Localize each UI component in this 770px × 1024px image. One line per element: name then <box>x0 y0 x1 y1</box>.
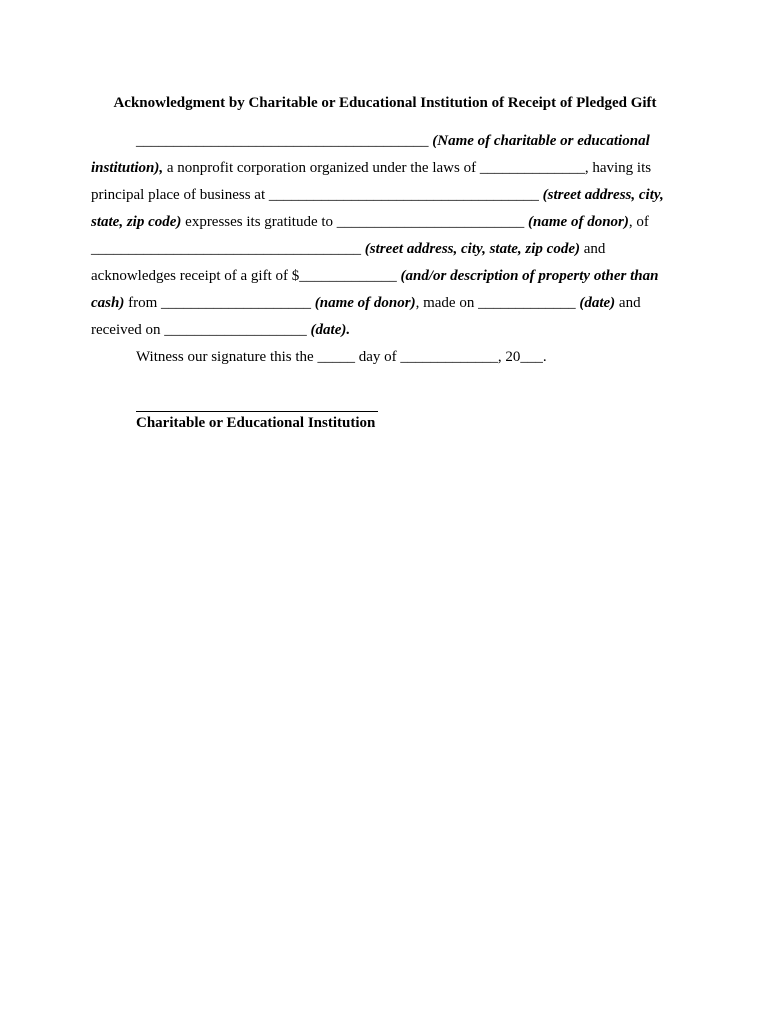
document-body <box>91 128 681 371</box>
field-hint: (name of donor) <box>528 214 629 230</box>
body-line <box>91 155 681 182</box>
body-text-segment: a nonprofit corporation organized under the laws of ______________, having its <box>163 160 652 176</box>
field-hint: (street address, city, <box>542 187 664 203</box>
body-text-segment: expresses its gratitude to _________________________ <box>181 214 529 230</box>
body-text-segment: and <box>579 241 606 257</box>
field-hint: (street address, city, state, zip code) <box>364 241 580 257</box>
body-text-segment: Witness our signature this the _____ day of _____________, 20___. <box>136 349 547 365</box>
body-text-segment: principal place of business at ____________________________________ <box>91 187 543 203</box>
body-line <box>91 263 681 290</box>
body-text-segment: received on ___________________ <box>91 322 311 338</box>
field-hint: cash) <box>91 295 125 311</box>
field-hint: state, zip code) <box>91 214 182 230</box>
body-line <box>91 317 681 344</box>
field-hint: (and/or description of property other than <box>400 268 659 284</box>
body-line <box>91 236 681 263</box>
signature-line <box>136 411 378 412</box>
field-hint: (Name of charitable or educational <box>432 133 650 149</box>
field-hint: institution), <box>91 160 164 176</box>
field-hint: (date). <box>310 322 351 338</box>
body-text-segment: and <box>615 295 641 311</box>
body-line <box>91 128 681 155</box>
body-text-segment: , made on _____________ <box>415 295 580 311</box>
body-line <box>91 209 681 236</box>
body-text-segment: from ____________________ <box>124 295 315 311</box>
body-text-segment: acknowledges receipt of a gift of $_____________ <box>91 268 401 284</box>
body-line <box>91 344 681 371</box>
body-text-segment: , of <box>628 214 649 230</box>
field-hint: (name of donor) <box>314 295 416 311</box>
body-text-segment: _______________________________________ <box>136 133 433 149</box>
body-line <box>91 290 681 317</box>
field-hint: (date) <box>579 295 616 311</box>
document-title: Acknowledgment by Charitable or Educational Institution of Receipt of Pledged Gift <box>113 95 657 111</box>
body-line <box>91 182 681 209</box>
signature-label: Charitable or Educational Institution <box>136 415 376 431</box>
body-text-segment: ____________________________________ <box>91 241 365 257</box>
